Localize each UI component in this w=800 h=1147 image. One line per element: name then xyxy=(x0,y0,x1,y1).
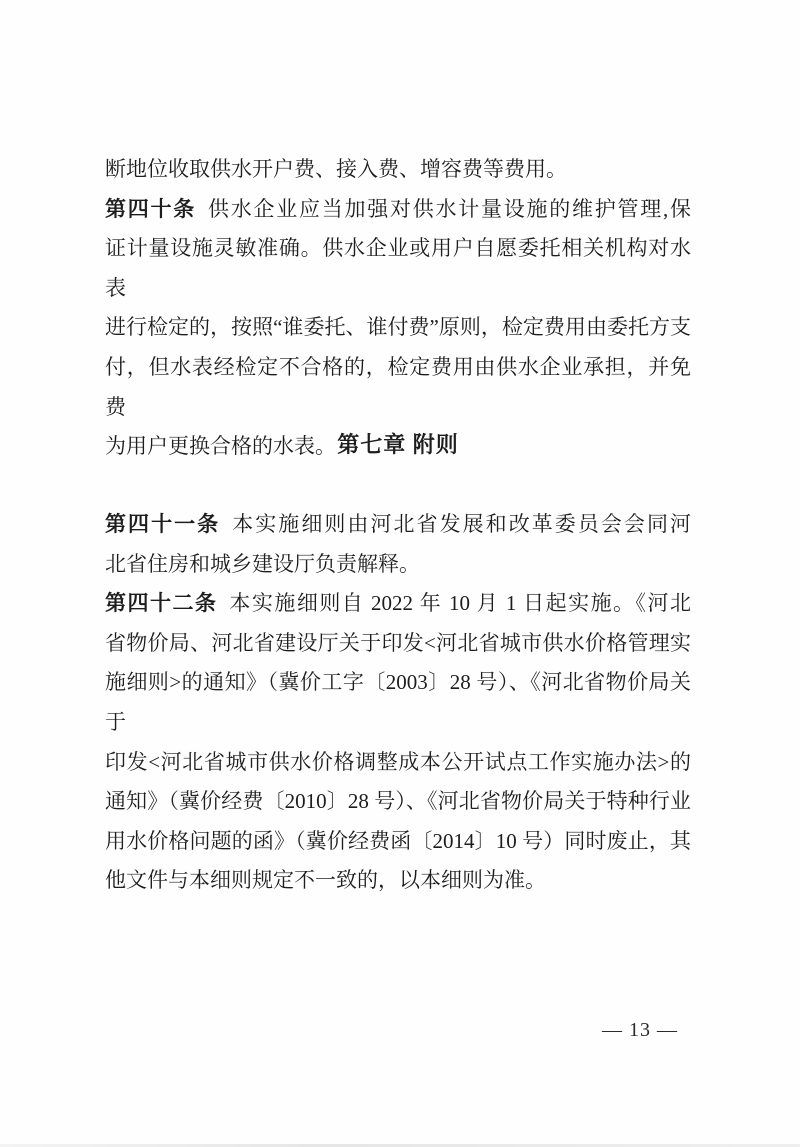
paragraph-continuation-line: 断地位收取供水开户费、接入费、增容费等费用。 xyxy=(105,157,567,181)
article-42-line-5: 通知》（冀价经费〔2010〕28 号）、《河北省物价局关于特种行业 xyxy=(105,789,691,814)
article-40-block xyxy=(105,150,691,467)
article-42-line-4: 印发<河北省城市供水价格调整成本公开试点工作实施办法>的 xyxy=(105,749,691,774)
article-40-line-5: 为用户更换合格的水表。 xyxy=(105,434,336,459)
article-40-line-1 xyxy=(105,190,691,230)
article-42-line-2: 省物价局、河北省建设厅关于印发<河北省城市供水价格管理实 xyxy=(105,630,691,655)
article-42-text-1: 本实施细则自 2022 年 10 月 1 日起实施。《河北 xyxy=(229,591,692,616)
article-40-line-2: 证计量设施灵敏准确。供水企业或用户自愿委托相关机构对水表 xyxy=(105,236,691,300)
article-40-line-4: 付，但水表经检定不合格的，检定费用由供水企业承担，并免费 xyxy=(105,354,691,419)
page-number: — 13 — xyxy=(602,1019,678,1041)
article-42-line-3: 施细则>的通知》（冀价工字〔2003〕28 号）、《河北省物价局关于 xyxy=(105,670,691,734)
article-42-number: 第四十二条 xyxy=(105,591,218,616)
article-41-text-1: 本实施细则由河北省发展和改革委员会会同河 xyxy=(232,512,692,536)
article-40-text-1: 供水企业应当加强对供水计量设施的维护管理,保 xyxy=(208,196,691,221)
chapter-heading: 第七章 附则 xyxy=(337,432,459,457)
article-41-line-2: 北省住房和城乡建设厅负责解释。 xyxy=(105,551,420,576)
articles-41-42-block xyxy=(105,505,691,901)
article-41-number: 第四十一条 xyxy=(105,512,221,536)
article-41-line-1 xyxy=(105,505,691,545)
article-40-number: 第四十条 xyxy=(105,196,196,221)
article-42-line-1 xyxy=(105,584,691,624)
article-42-line-7: 他文件与本细则规定不一致的，以本细则为准。 xyxy=(105,868,546,893)
article-42-line-6: 用水价格问题的函》（冀价经费函〔2014〕10 号）同时废止，其 xyxy=(105,828,691,853)
article-40-line-3: 进行检定的，按照“谁委托、谁付费”原则，检定费用由委托方支 xyxy=(105,315,691,340)
